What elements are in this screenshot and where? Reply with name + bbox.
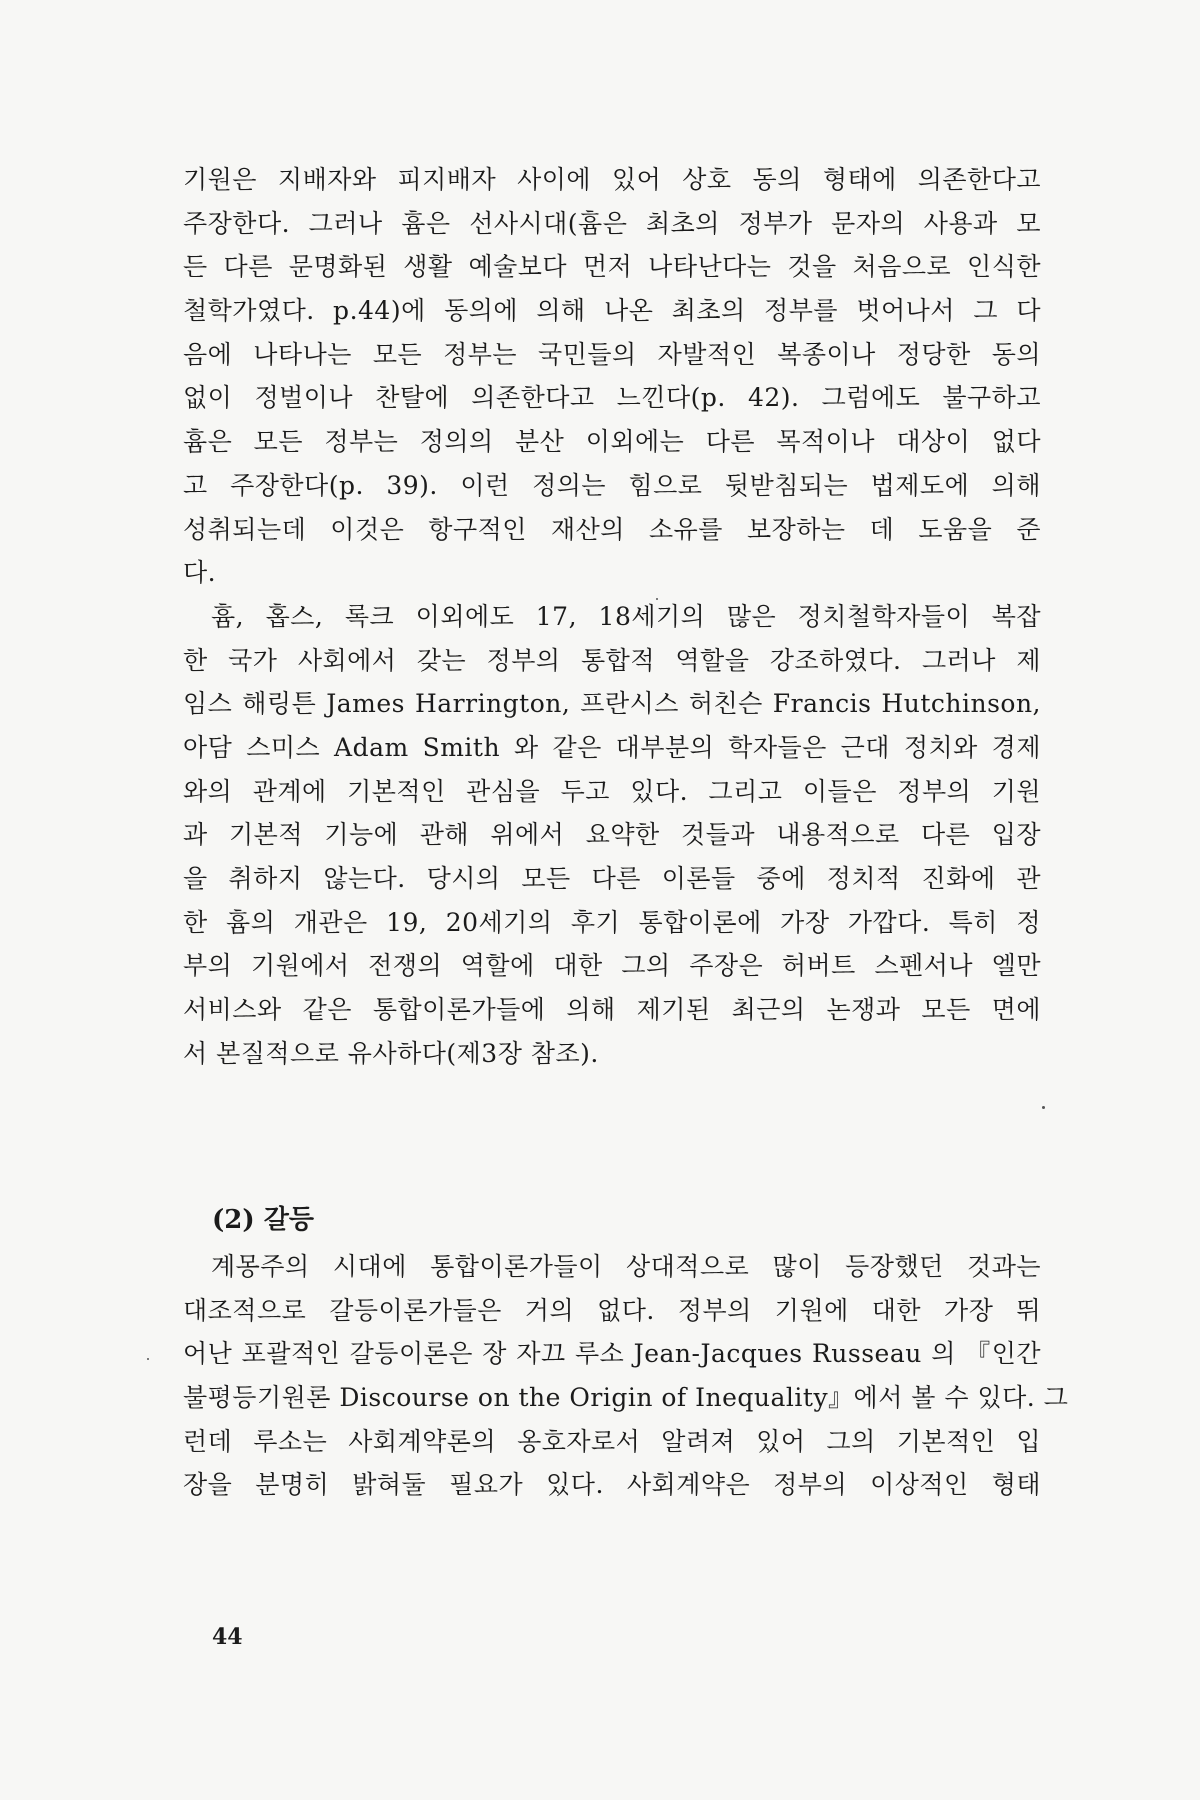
scan-speck [147,1358,149,1360]
text-line: 음에 나타나는 모든 정부는 국민들의 자발적인 복종이나 정당한 동의 [183,339,1041,369]
text-line: 성취되는데 이것은 항구적인 재산의 소유를 보장하는 데 도움을 준 [183,514,1041,544]
scan-speck [1042,1106,1045,1109]
text-line: 불평등기원론 Discourse on the Origin of Inequality』에서 볼 수 있다. 그 [183,1383,1069,1413]
text-line: 서비스와 같은 통합이론가들에 의해 제기된 최근의 논쟁과 모든 면에 [183,995,1041,1025]
text-line: 서 본질적으로 유사하다(제3장 참조). [183,1038,599,1068]
text-line: 어난 포괄적인 갈등이론은 장 자끄 루소 Jean-Jacques Russeau 의 『인간 [183,1339,1041,1369]
text-line: 아담 스미스 Adam Smith 와 같은 대부분의 학자들은 근대 정치와 경제 [183,732,1041,762]
text-line: 계몽주의 시대에 통합이론가들이 상대적으로 많이 등장했던 것과는 [211,1252,1041,1281]
text-line: 다. [183,558,217,588]
text-line: 대조적으로 갈등이론가들은 거의 없다. 정부의 기원에 대한 가장 뛰 [183,1295,1041,1325]
body-text-bottom [183,1245,1069,1507]
text-line: 흄, 홉스, 록크 이외에도 17, 18세기의 많은 정치철학자들이 복잡 [211,601,1041,631]
text-line: 런데 루소는 사회계약론의 옹호자로서 알려져 있어 그의 기본적인 입 [183,1426,1041,1456]
text-line: 임스 해링튼 James Harrington, 프란시스 허친슨 Francis Hutchinson, [183,689,1041,719]
text-line: 기원은 지배자와 피지배자 사이에 있어 상호 동의 형태에 의존한다고 [183,165,1041,194]
body-text-top [183,158,1041,1075]
text-line: 고 주장한다(p. 39). 이런 정의는 힘으로 뒷받침되는 법제도에 의해 [183,470,1041,500]
section-heading: (2) 갈등 [212,1205,314,1235]
text-line: 철학가였다. p.44)에 동의에 의해 나온 최초의 정부를 벗어나서 그 다 [183,296,1041,326]
text-line: 을 취하지 않는다. 당시의 모든 다른 이론들 중에 정치적 진화에 관 [183,864,1041,893]
scan-speck [656,598,658,600]
text-line: 한 흄의 개관은 19, 20세기의 후기 통합이론에 가장 가깝다. 특히 정 [183,907,1041,937]
text-line: 주장한다. 그러나 흄은 선사시대(흄은 최초의 정부가 문자의 사용과 모 [183,208,1041,238]
text-line: 한 국가 사회에서 갖는 정부의 통합적 역할을 강조하였다. 그러나 제 [183,645,1041,675]
text-line: 과 기본적 기능에 관해 위에서 요약한 것들과 내용적으로 다른 입장 [183,820,1041,850]
page-number: 44 [212,1624,243,1650]
text-line: 와의 관계에 기본적인 관심을 두고 있다. 그리고 이들은 정부의 기원 [183,776,1041,806]
text-line: 든 다른 문명화된 생활 예술보다 먼저 나타난다는 것을 처음으로 인식한 [183,252,1041,282]
text-line: 없이 정벌이나 찬탈에 의존한다고 느낀다(p. 42). 그럼에도 불구하고 [183,383,1041,413]
text-line: 흄은 모든 정부는 정의의 분산 이외에는 다른 목적이나 대상이 없다 [183,427,1041,457]
text-line: 장을 분명히 밝혀둘 필요가 있다. 사회계약은 정부의 이상적인 형태 [183,1470,1041,1500]
text-line: 부의 기원에서 전쟁의 역할에 대한 그의 주장은 허버트 스펜서나 엘만 [183,951,1041,981]
